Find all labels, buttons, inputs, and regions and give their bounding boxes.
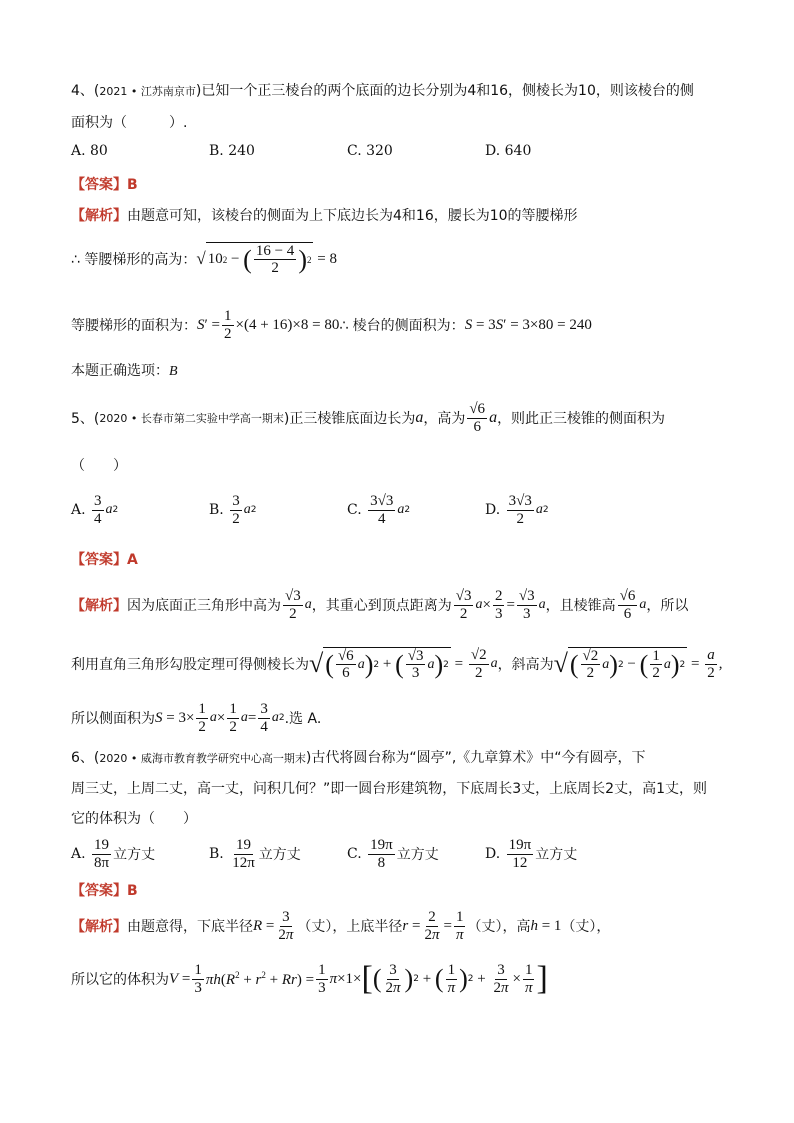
q5-option-b: B. $\frac{3}{2}$ a 2 [209,493,257,527]
q4-option-d: D. 640 [485,143,532,159]
q6-option-a: A. $\frac{19}{8\pi}$ 立方丈 [71,837,156,871]
q4-option-a: A. 80 [71,143,108,159]
q4-height-line: ∴ 等腰梯形的高为： √ 10 2 − ( $\frac{16 - 4}{2}$ ) 2 = 8 [71,242,337,276]
q6-analysis-line2: 所以它的体积为 V = $\frac{1}{3}$ $\pi h(R^2 + r^2 + Rr)$ = $\frac{1}{3}$ π×1× [ ( $\frac{3}{2\pi}$ ) 2 + ( $\frac{1}{\pi}$ ) 2 + $\frac{3}{2\pi}$ × $\frac{1}{\pi}$ ] [71,960,548,997]
q4-analysis-line1: 【解析】由题意可知，该棱台的侧面为上下底边长为4和16，腰长为10的等腰梯形 [71,208,578,224]
q4-option-b: B. 240 [209,143,255,159]
q5-analysis-line3: 所以侧面积为 S = 3× $\frac{1}{2}$ a × $\frac{1}{2}$ a = $\frac{3}{4}$ a 2 .选 A. [71,701,322,735]
q4-answer: 【答案】B [71,177,138,193]
q6-stem-line3: 它的体积为（ ） [71,811,197,827]
q4-source: 2021 • 江苏南京市 [99,85,196,98]
q6-stem-line2: 周三丈，上周二丈，高一丈，问积几何？”即一圆台形建筑物，下底周长3丈，上底周长2丈，高1丈，则 [71,781,707,797]
q4-option-c: C. 320 [347,143,393,159]
q6-answer: 【答案】B [71,883,138,899]
q4-stem-line1: 4、(2021 • 江苏南京市)已知一个正三棱台的两个底面的边长分别为4和16，侧棱长为10，则该棱台的侧 [71,83,694,99]
q4-area-line: 等腰梯形的面积为： S′ = $\frac{1}{2}$ ×(4 + 16)×8 = 80 ∴ 棱台的侧面积为： S = 3S′ = 3×80 = 240 [71,308,592,342]
q5-stem-line1: 5、( 2020 • 长春市第二实验中学高一期末 )正三棱锥底面边长为 a ，高为 $\frac{√6}{6}$ a ，则此正三棱锥的侧面积为 [71,401,666,435]
q4-stem-line2: 面积为（ ）. [71,115,188,131]
q5-option-d: D. $\frac{3√3}{2}$ a 2 [485,493,549,527]
q5-option-a: A. $\frac{3}{4}$ a 2 [71,493,119,527]
q5-answer: 【答案】A [71,552,138,568]
q6-stem-line1: 6、(2020 • 威海市教育教学研究中心高一期末)古代将圆台称为“圆亭”,《九章算术》中“今有圆亭，下 [71,750,646,766]
q6-option-b: B. $\frac{19}{12\pi}$ 立方丈 [209,837,301,871]
q6-option-c: C. $\frac{19\pi}{8}$ 立方丈 [347,837,439,871]
q6-analysis-line1: 【解析】 由题意得，下底半径 R = $\frac{3}{2\pi}$ （丈），上底半径 r = $\frac{2}{2\pi}$ = $\frac{1}{\pi}$ （丈），高 h = 1 （丈）， [71,909,611,943]
q6-option-d: D. $\frac{19\pi}{12}$ 立方丈 [485,837,578,871]
q5-option-c: C. $\frac{3√3}{4}$ a 2 [347,493,411,527]
q5-analysis-line2: 利用直角三角形勾股定理可得侧棱长为 √ ( $\frac{√6}{6}$ a ) 2 + ( $\frac{√3}{3}$ a ) 2 = $\frac{√2}{2}$ a ，斜高为 √ ( $\frac{√2}{2}$ a ) 2 − ( $\frac{1}{2}$ a ) 2 = $\frac{a}{2}$ , [71,647,723,681]
q5-stem-line2: （ ） [71,458,127,474]
q4-conclusion: 本题正确选项：B [71,363,178,379]
q5-analysis-line1: 【解析】 因为底面正三角形中高为 $\frac{√3}{2}$ a ，其重心到顶点距离为 $\frac{√3}{2}$ a × $\frac{2}{3}$ = $\frac{√3}{3}$ a ，且棱锥高 $\frac{√6}{6}$ a ，所以 [71,588,689,622]
